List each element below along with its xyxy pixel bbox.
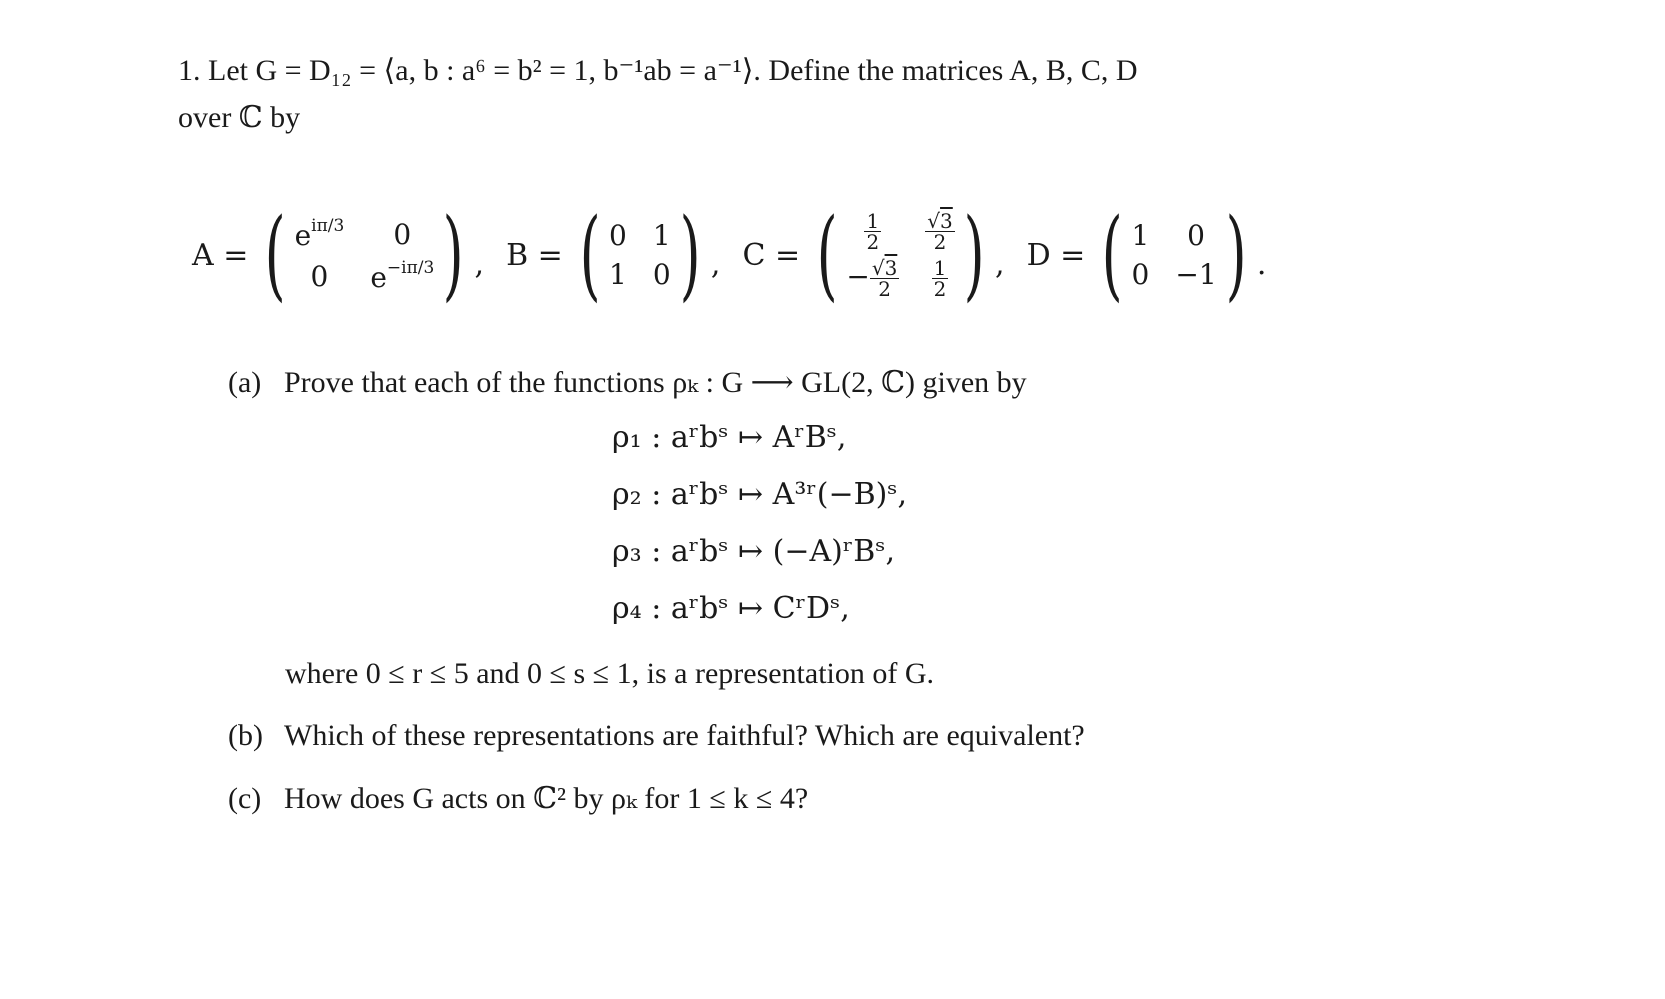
part-a-condition: where 0 ≤ r ≤ 5 and 0 ≤ s ≤ 1, is a representation of G.	[285, 657, 935, 690]
matrix-b-entry-21: 1	[609, 258, 627, 291]
left-paren: (	[1101, 198, 1123, 312]
problem-intro-line-2: over ℂ by	[178, 101, 301, 134]
matrix-d-entry-21: 0	[1131, 258, 1150, 291]
matrix-c-entry-22: $\frac{1}{2}$	[933, 256, 947, 301]
matrix-a-entry-12: 0	[393, 217, 412, 251]
matrix-d-entry-22: −1	[1175, 258, 1217, 291]
matrix-d-entry-12: 0	[1187, 219, 1205, 252]
matrix-c-label: C =	[742, 237, 801, 273]
matrix-a-label: A =	[192, 237, 249, 273]
matrix-c-entry-21: − $\frac{√3}{2}$	[846, 256, 898, 301]
right-paren: )	[963, 198, 985, 312]
rho-3-definition: ρ₃ : aʳbˢ ↦ (−A)ʳBˢ,	[612, 534, 895, 569]
matrix-definitions: A = ( $e^{i\pi/3}$ 0 0 $e^{-i\pi/3}$ ) , B = ( 0 1 1 0 ) , C = ( $\frac{1}{2}$ $\frac{√3}{2}$ − $\frac{√3}{2}$ $\frac{1}{2}$ ) , D = ( 1 0 0 −1 ) .	[192, 198, 1267, 312]
matrix-a	[295, 216, 435, 294]
right-paren: )	[1225, 198, 1247, 312]
part-a-text: Prove that each of the functions ρₖ : G ⟶ GL(2, ℂ) given by	[284, 366, 1027, 399]
problem-intro-line-1: 1. Let G = D₁₂ = ⟨a, b : a⁶ = b² = 1, b⁻¹ab = a⁻¹⟩. Define the matrices A, B, C, D	[178, 54, 1138, 87]
matrix-d-label: D =	[1026, 237, 1086, 273]
part-c	[228, 781, 808, 817]
matrix-b-entry-12: 1	[652, 219, 671, 252]
part-b	[228, 718, 1085, 754]
matrix-a-entry-21: 0	[310, 259, 329, 293]
matrix-d	[1132, 219, 1217, 291]
part-b-label: (b)	[228, 719, 263, 752]
rho-1-definition: ρ₁ : aʳbˢ ↦ AʳBˢ,	[612, 420, 847, 455]
part-c-label: (c)	[228, 782, 262, 815]
left-paren: (	[579, 198, 601, 312]
matrix-c-entry-11: $\frac{1}{2}$	[866, 209, 880, 254]
rho-4-definition: ρ₄ : aʳbˢ ↦ CʳDˢ,	[612, 591, 850, 626]
matrix-b-entry-11: 0	[609, 219, 627, 252]
matrix-c-entry-12: $\frac{√3}{2}$	[927, 209, 953, 254]
left-paren: (	[816, 198, 838, 312]
part-c-text: How does G acts on ℂ² by ρₖ for 1 ≤ k ≤ 4?	[284, 782, 809, 815]
matrix-b	[609, 219, 671, 291]
rho-2-definition: ρ₂ : aʳbˢ ↦ A³ʳ(−B)ˢ,	[612, 477, 908, 512]
part-a	[228, 365, 1027, 401]
matrix-a-entry-22: $e^{-i\pi/3}$	[370, 258, 435, 294]
part-b-text: Which of these representations are faithful? Which are equivalent?	[284, 719, 1085, 752]
matrix-a-entry-11: $e^{i\pi/3}$	[294, 216, 345, 252]
left-paren: (	[264, 198, 286, 312]
matrix-d-entry-11: 1	[1131, 219, 1150, 252]
matrix-b-entry-22: 0	[652, 258, 671, 291]
right-paren: )	[679, 198, 701, 312]
part-a-label: (a)	[228, 366, 262, 399]
matrix-b-label: B =	[506, 237, 563, 273]
right-paren: )	[442, 198, 464, 312]
matrix-c	[846, 211, 954, 299]
